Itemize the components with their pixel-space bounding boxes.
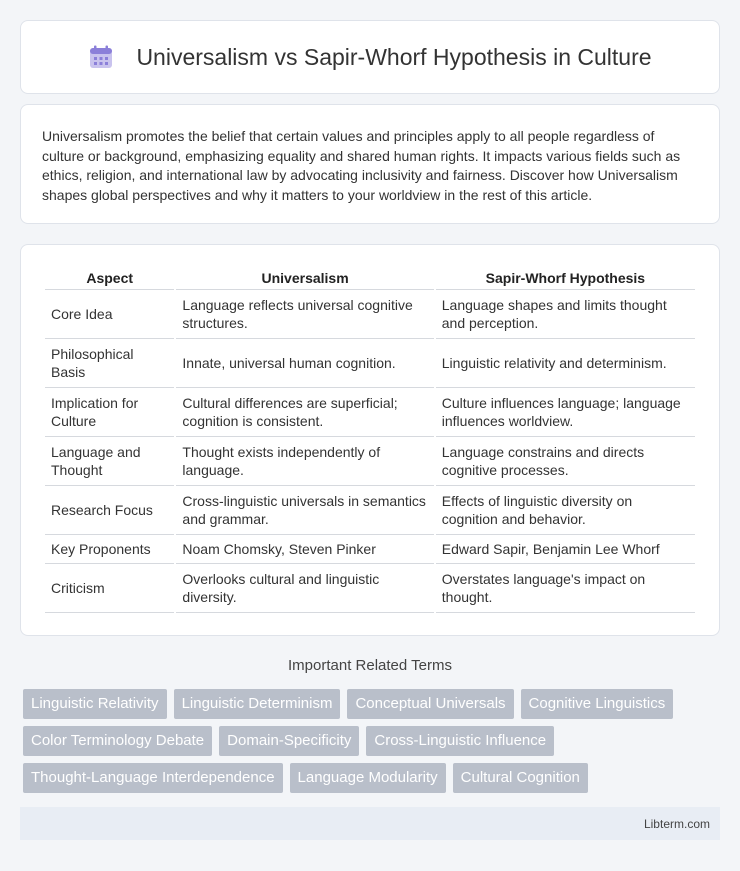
header-card xyxy=(20,20,720,94)
intro-card xyxy=(20,104,720,224)
comparison-table xyxy=(43,268,697,613)
term-tag[interactable]: Thought-Language Interdependence xyxy=(23,763,283,793)
cell-sapir-whorf: Linguistic relativity and determinism. xyxy=(436,339,695,388)
term-tag[interactable]: Domain-Specificity xyxy=(219,726,359,756)
footer-site-link[interactable]: Libterm.com xyxy=(643,816,710,831)
cell-sapir-whorf: Language constrains and directs cognitive processes. xyxy=(436,437,695,486)
cell-universalism: Thought exists independently of language. xyxy=(176,437,433,486)
term-tag[interactable]: Conceptual Universals xyxy=(347,689,513,719)
table-row xyxy=(45,290,695,339)
term-row xyxy=(23,763,723,793)
cell-universalism: Innate, universal human cognition. xyxy=(176,339,433,388)
term-row xyxy=(23,689,723,719)
term-tag[interactable]: Cultural Cognition xyxy=(453,763,588,793)
cell-universalism: Noam Chomsky, Steven Pinker xyxy=(176,535,433,564)
term-tag[interactable]: Cognitive Linguistics xyxy=(521,689,674,719)
cell-aspect: Philosophical Basis xyxy=(45,339,174,388)
cell-aspect: Implication for Culture xyxy=(45,388,174,437)
term-row xyxy=(23,726,723,756)
cell-universalism: Overlooks cultural and linguistic diversity. xyxy=(176,564,433,613)
page-title: Universalism vs Sapir-Whorf Hypothesis in Culture xyxy=(136,43,652,70)
cell-aspect: Key Proponents xyxy=(45,535,174,564)
cell-aspect: Core Idea xyxy=(45,290,174,339)
intro-paragraph: Universalism promotes the belief that certain values and principles apply to all people regardless of culture or background, emphasizing equality and shared human rights. It impacts various fields such as ethics, religion, and international law by advocating inclusivity and fairness. Discover how Universalism shapes global perspectives and why it matters to your worldview in the rest of this article. xyxy=(42,128,681,203)
cell-universalism: Language reflects universal cognitive structures. xyxy=(176,290,433,339)
footer xyxy=(20,807,720,840)
table-row xyxy=(45,339,695,388)
table-header-row xyxy=(45,268,695,290)
table-row xyxy=(45,486,695,535)
header-sapir-whorf: Sapir-Whorf Hypothesis xyxy=(436,268,695,290)
term-tag[interactable]: Language Modularity xyxy=(290,763,446,793)
cell-sapir-whorf: Effects of linguistic diversity on cognition and behavior. xyxy=(436,486,695,535)
cell-sapir-whorf: Edward Sapir, Benjamin Lee Whorf xyxy=(436,535,695,564)
cell-aspect: Research Focus xyxy=(45,486,174,535)
cell-aspect: Criticism xyxy=(45,564,174,613)
table-row xyxy=(45,564,695,613)
table-row xyxy=(45,437,695,486)
related-terms xyxy=(23,689,723,800)
cell-sapir-whorf: Language shapes and limits thought and perception. xyxy=(436,290,695,339)
cell-sapir-whorf: Culture influences language; language influences worldview. xyxy=(436,388,695,437)
term-tag[interactable]: Color Terminology Debate xyxy=(23,726,212,756)
term-tag[interactable]: Cross-Linguistic Influence xyxy=(366,726,554,756)
table-row xyxy=(45,388,695,437)
cell-universalism: Cultural differences are superficial; cognition is consistent. xyxy=(176,388,433,437)
cell-aspect: Language and Thought xyxy=(45,437,174,486)
related-terms-title: Important Related Terms xyxy=(288,657,452,674)
title-wrap xyxy=(88,44,651,71)
header-universalism: Universalism xyxy=(176,268,433,290)
term-tag[interactable]: Linguistic Relativity xyxy=(23,689,167,719)
cell-sapir-whorf: Overstates language's impact on thought. xyxy=(436,564,695,613)
header-aspect: Aspect xyxy=(45,268,174,290)
calendar-icon xyxy=(88,44,114,70)
term-tag[interactable]: Linguistic Determinism xyxy=(174,689,341,719)
comparison-table-card xyxy=(20,244,720,636)
table-row xyxy=(45,535,695,564)
cell-universalism: Cross-linguistic universals in semantics and grammar. xyxy=(176,486,433,535)
